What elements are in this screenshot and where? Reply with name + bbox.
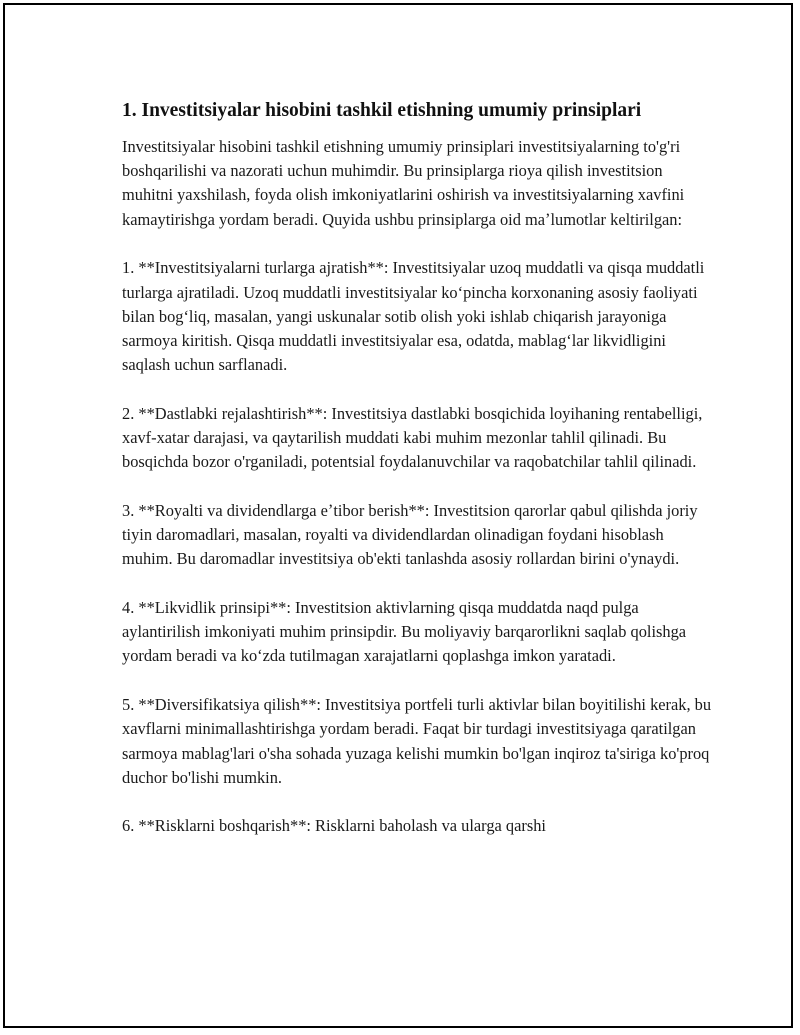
principle-item-1: 1. **Investitsiyalarni turlarga ajratish**: Investitsiyalar uzoq muddatli va qisqa muddatli turlarga ajratiladi. Uzoq muddatli investitsiyalar koʻpincha korxonaning asosiy faoliyati bilan bogʻliq, masalan, yangi uskunalar sotib olish yoki ishlab chiqarish jarayoniga sarmoya kiritish. Qisqa muddatli investitsiyalar esa, odatda, mablagʻlar likvidligini saqlash uchun sarflanadi. [122, 258, 705, 375]
page-frame [3, 3, 793, 1028]
principle-item-4: 4. **Likvidlik prinsipi**: Investitsion aktivlarning qisqa muddatda naqd pulga aylantirilish imkoniyati muhim prinsipdir. Bu moliyaviy barqarorlikni saqlab qolishga yordam beradi va koʻzda tutilmagan xarajatlarni qoplashga imkon yaratadi. [122, 598, 687, 666]
principle-item-6: 6. **Risklarni boshqarish**: Risklarni baholash va ularga qarshi [122, 816, 546, 836]
principle-item-5: 5. **Diversifikatsiya qilish**: Investitsiya portfeli turli aktivlar bilan boyitilishi kerak, bu xavflarni minimallashtirishga yordam beradi. Faqat bir turdagi investitsiyaga qaratilgan sarmoya mablag'lari o'sha sohada yuzaga kelishi mumkin bo'lgan inqiroz ta'siriga ko'proq duchor bo'lishi mumkin. [122, 695, 712, 787]
document-title: 1. Investitsiyalar hisobini tashkil etishning umumiy prinsiplari [122, 100, 642, 121]
principle-item-2: 2. **Dastlabki rejalashtirish**: Investitsiya dastlabki bosqichida loyihaning rentabelligi, xavf-xatar darajasi, va qaytarilish muddati kabi muhim mezonlar tahlil qilinadi. Bu bosqichda bozor o'rganiladi, potentsial foydalanuvchilar va raqobatchilar tahlil qilinadi. [122, 403, 703, 472]
intro-paragraph: Investitsiyalar hisobini tashkil etishning umumiy prinsiplari investitsiyalarning to'g'ri boshqarilishi va nazorati uchun muhimdir. Bu prinsiplarga rioya qilish investitsion muhitni yaxshilash, foyda olish imkoniyatlarini oshirish va investitsiyalarning xavfini kamaytirishga yordam beradi. Quyida ushbu prinsiplarga oid maʼlumotlar keltirilgan: [122, 137, 685, 229]
document-body [122, 97, 712, 863]
principle-item-3: 3. **Royalti va dividendlarga eʼtibor berish**: Investitsion qarorlar qabul qilishda joriy tiyin daromadlari, masalan, royalti va dividendlardan olinadigan foydani hisoblash muhim. Bu daromadlar investitsiya ob'ekti tanlashda asosiy rollardan birini o'ynaydi. [122, 500, 698, 569]
